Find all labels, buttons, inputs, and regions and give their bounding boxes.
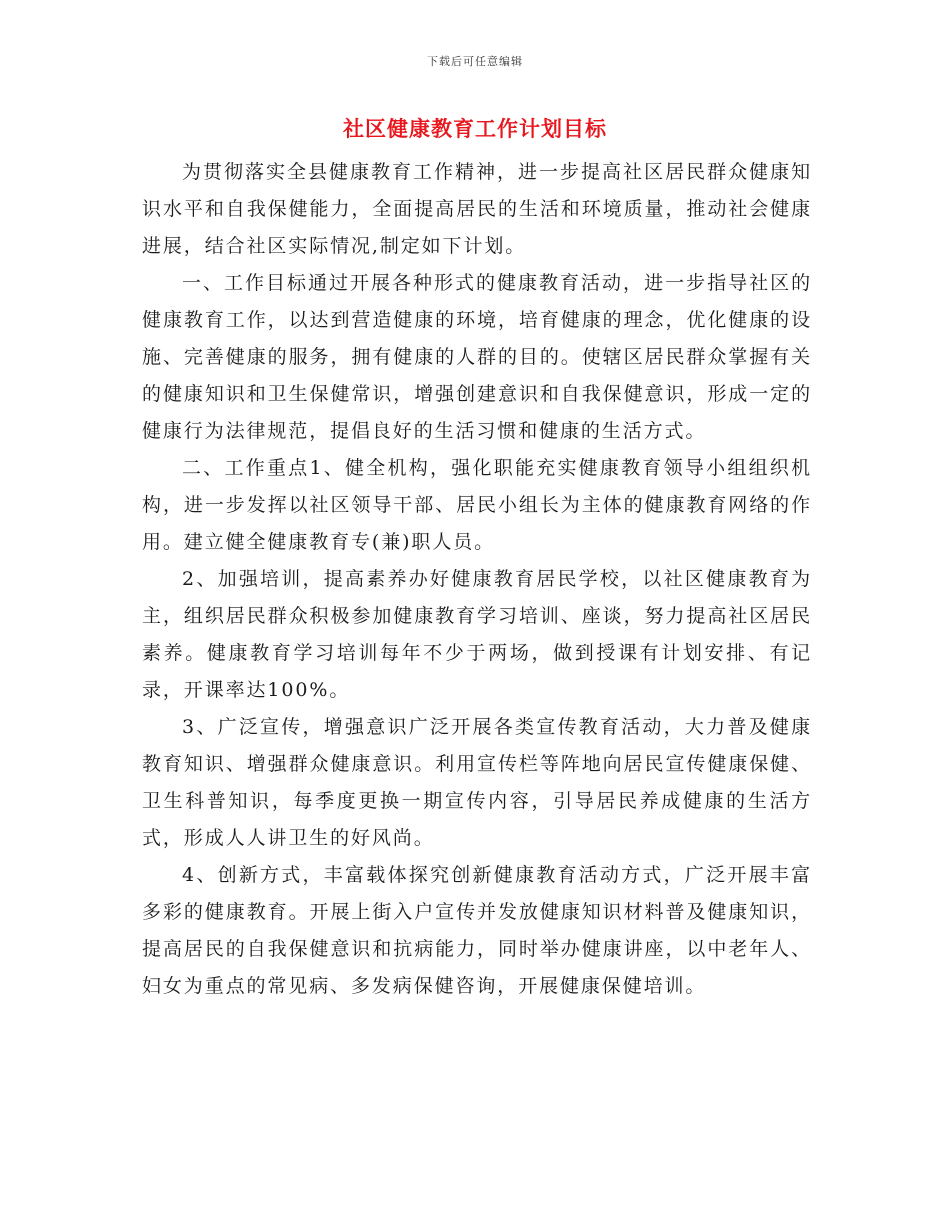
paragraph-focus-2: 2、加强培训，提高素养办好健康教育居民学校，以社区健康教育为主，组织居民群众积极参加健康教育学习培训、座谈，努力提高社区居民素养。健康教育学习培训每年不少于两场，做到授课有计划安排、有记录，开课率达100%。 xyxy=(142,568,812,701)
document-title: 社区健康教育工作计划目标 xyxy=(343,117,607,141)
header-note: 下载后可任意编辑 xyxy=(427,55,523,68)
paragraph-focus-1: 二、工作重点1、健全机构，强化职能充实健康教育领导小组组织机构，进一步发挥以社区领导干部、居民小组长为主体的健康教育网络的作用。建立健全健康教育专(兼)职人员。 xyxy=(142,457,812,553)
document-body xyxy=(142,154,812,1005)
paragraph-intro: 为贯彻落实全县健康教育工作精神，进一步提高社区居民群众健康知识水平和自我保健能力，全面提高居民的生活和环境质量，推动社会健康进展，结合社区实际情况,制定如下计划。 xyxy=(142,161,812,257)
paragraph-goal: 一、工作目标通过开展各种形式的健康教育活动，进一步指导社区的健康教育工作，以达到营造健康的环境，培育健康的理念，优化健康的设施、完善健康的服务，拥有健康的人群的目的。使辖区居民群众掌握有关的健康知识和卫生保健常识，增强创建意识和自我保健意识，形成一定的健康行为法律规范，提倡良好的生活习惯和健康的生活方式。 xyxy=(142,272,812,442)
paragraph-focus-4: 4、创新方式，丰富载体探究创新健康教育活动方式，广泛开展丰富多彩的健康教育。开展上街入户宣传并发放健康知识材料普及健康知识，提高居民的自我保健意识和抗病能力，同时举办健康讲座，以中老年人、妇女为重点的常见病、多发病保健咨询，开展健康保健培训。 xyxy=(142,864,812,997)
paragraph-focus-3: 3、广泛宣传，增强意识广泛开展各类宣传教育活动，大力普及健康教育知识、增强群众健康意识。利用宣传栏等阵地向居民宣传健康保健、卫生科普知识，每季度更换一期宣传内容，引导居民养成健康的生活方式，形成人人讲卫生的好风尚。 xyxy=(142,716,812,849)
